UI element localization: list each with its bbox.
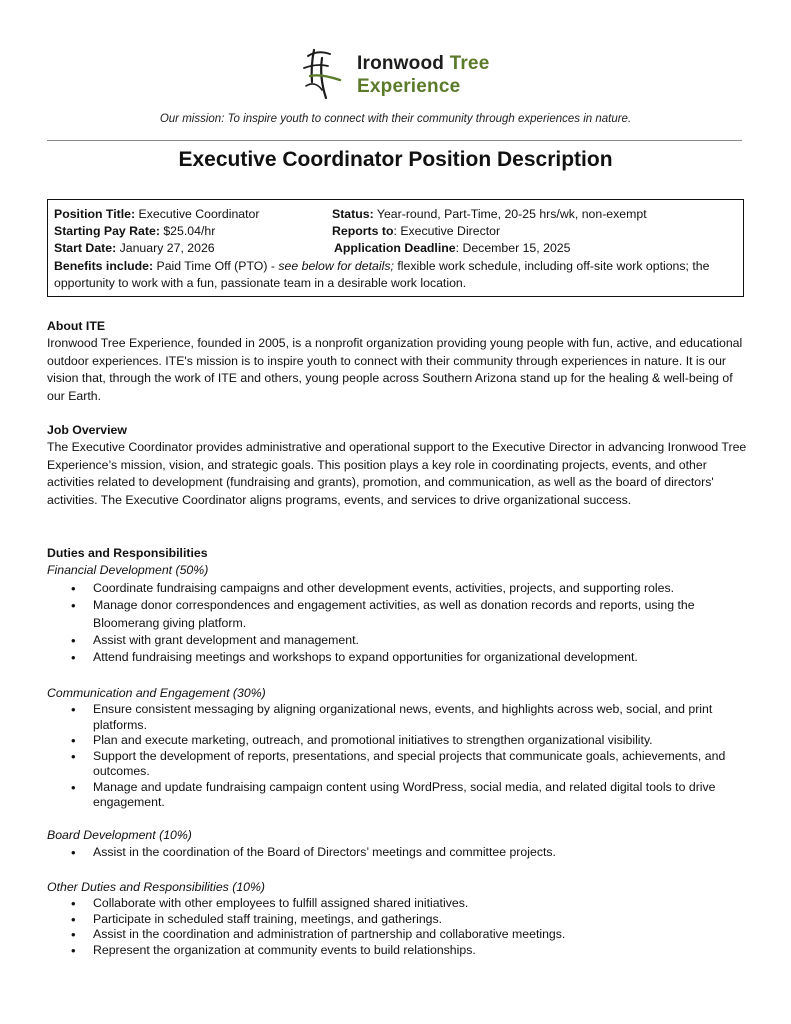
pay-rate-row: Starting Pay Rate: $25.04/hr — [54, 224, 216, 238]
status-row: Status: Year-round, Part-Time, 20-25 hrs/wk, non-exempt — [332, 207, 647, 221]
other-section — [47, 879, 747, 958]
reports-to-row: Reports to: Executive Director — [332, 224, 501, 238]
list-item: • Assist in the coordination of the Board of Directors’ meetings and committee projects. — [47, 844, 747, 861]
communication-list — [47, 702, 747, 811]
list-item: • Collaborate with other employees to fulfill assigned shared initiatives. — [47, 896, 747, 912]
page-title: Executive Coordinator Position Description — [178, 148, 613, 171]
mission-statement: Our mission: To inspire youth to connect with their community through experiences in nature. — [159, 113, 632, 125]
position-title-row: Position Title: Executive Coordinator — [54, 207, 260, 221]
position-info-box — [47, 199, 744, 297]
start-date-row: Start Date: January 27, 2026 — [54, 241, 215, 255]
overview-heading: Job Overview — [47, 423, 127, 437]
tree-signature-icon — [300, 46, 352, 102]
about-text: Ironwood Tree Experience, founded in 2005, is a nonprofit organization providing young people with fun, active, and educational outdoor experiences. ITE's mission is to inspire youth to connect with their community through experiences in nature. It is our vision that, through the work of ITE and others, young people across Southern Arizona stand up for the healing & well-being of our Earth. — [47, 336, 743, 403]
list-item: • Assist in the coordination and administration of partnership and collaborative meetings. — [47, 927, 747, 943]
logo-text-line1: Ironwood Tree — [357, 53, 490, 74]
list-item: • Plan and execute marketing, outreach, and promotional initiatives to strengthen organizational visibility. — [47, 733, 747, 749]
overview-section — [47, 422, 747, 509]
logo-text-line2: Experience — [357, 76, 461, 97]
board-heading: Board Development (10%) — [47, 828, 192, 842]
list-item: • Manage and update fundraising campaign content using WordPress, social media, and related digital tools to drive engagement. — [47, 780, 747, 811]
board-list — [47, 844, 747, 861]
list-item: • Attend fundraising meetings and workshops to expand opportunities for organizational development. — [47, 649, 747, 666]
duties-section — [47, 545, 747, 667]
board-section — [47, 827, 747, 862]
list-item: • Manage donor correspondences and engagement activities, as well as donation records and reports, using the Bloomerang giving platform. — [47, 597, 747, 632]
list-item: • Represent the organization at community events to build relationships. — [47, 943, 747, 959]
about-heading: About ITE — [47, 319, 106, 333]
about-section — [47, 318, 747, 405]
benefits-row: Benefits include: Paid Time Off (PTO) - see below for details; flexible work schedule, including off-site work options; the opportunity to work with a fun, passionate team in a desirable work location. — [54, 259, 710, 290]
divider — [47, 140, 742, 141]
list-item: • Participate in scheduled staff training, meetings, and gatherings. — [47, 912, 747, 928]
overview-text: The Executive Coordinator provides administrative and operational support to the Executive Director in advancing Ironwood Tree Experience’s mission, vision, and strategic goals. This position plays a key role in coordinating projects, events, and other activities related to development (fundraising and grants), promotion, and communication, as well as the board of directors' activities. The Executive Coordinator aligns programs, events, and services to drive organizational success. — [47, 440, 747, 507]
communication-section — [47, 685, 747, 811]
list-item: • Coordinate fundraising campaigns and other development events, activities, projects, and supporting roles. — [47, 580, 747, 597]
list-item: • Assist with grant development and management. — [47, 632, 747, 649]
other-list — [47, 896, 747, 958]
financial-list — [47, 580, 747, 667]
list-item: • Support the development of reports, presentations, and special projects that communicate goals, achievements, and outcomes. — [47, 749, 747, 780]
duties-heading: Duties and Responsibilities — [47, 546, 208, 560]
financial-heading: Financial Development (50%) — [47, 563, 209, 578]
communication-heading: Communication and Engagement (30%) — [47, 686, 266, 700]
other-heading: Other Duties and Responsibilities (10%) — [47, 880, 266, 894]
deadline-row: Application Deadline: December 15, 2025 — [334, 241, 571, 255]
list-item: • Ensure consistent messaging by aligning organizational news, events, and highlights across web, social, and print platforms. — [47, 702, 747, 733]
logo — [300, 46, 520, 102]
